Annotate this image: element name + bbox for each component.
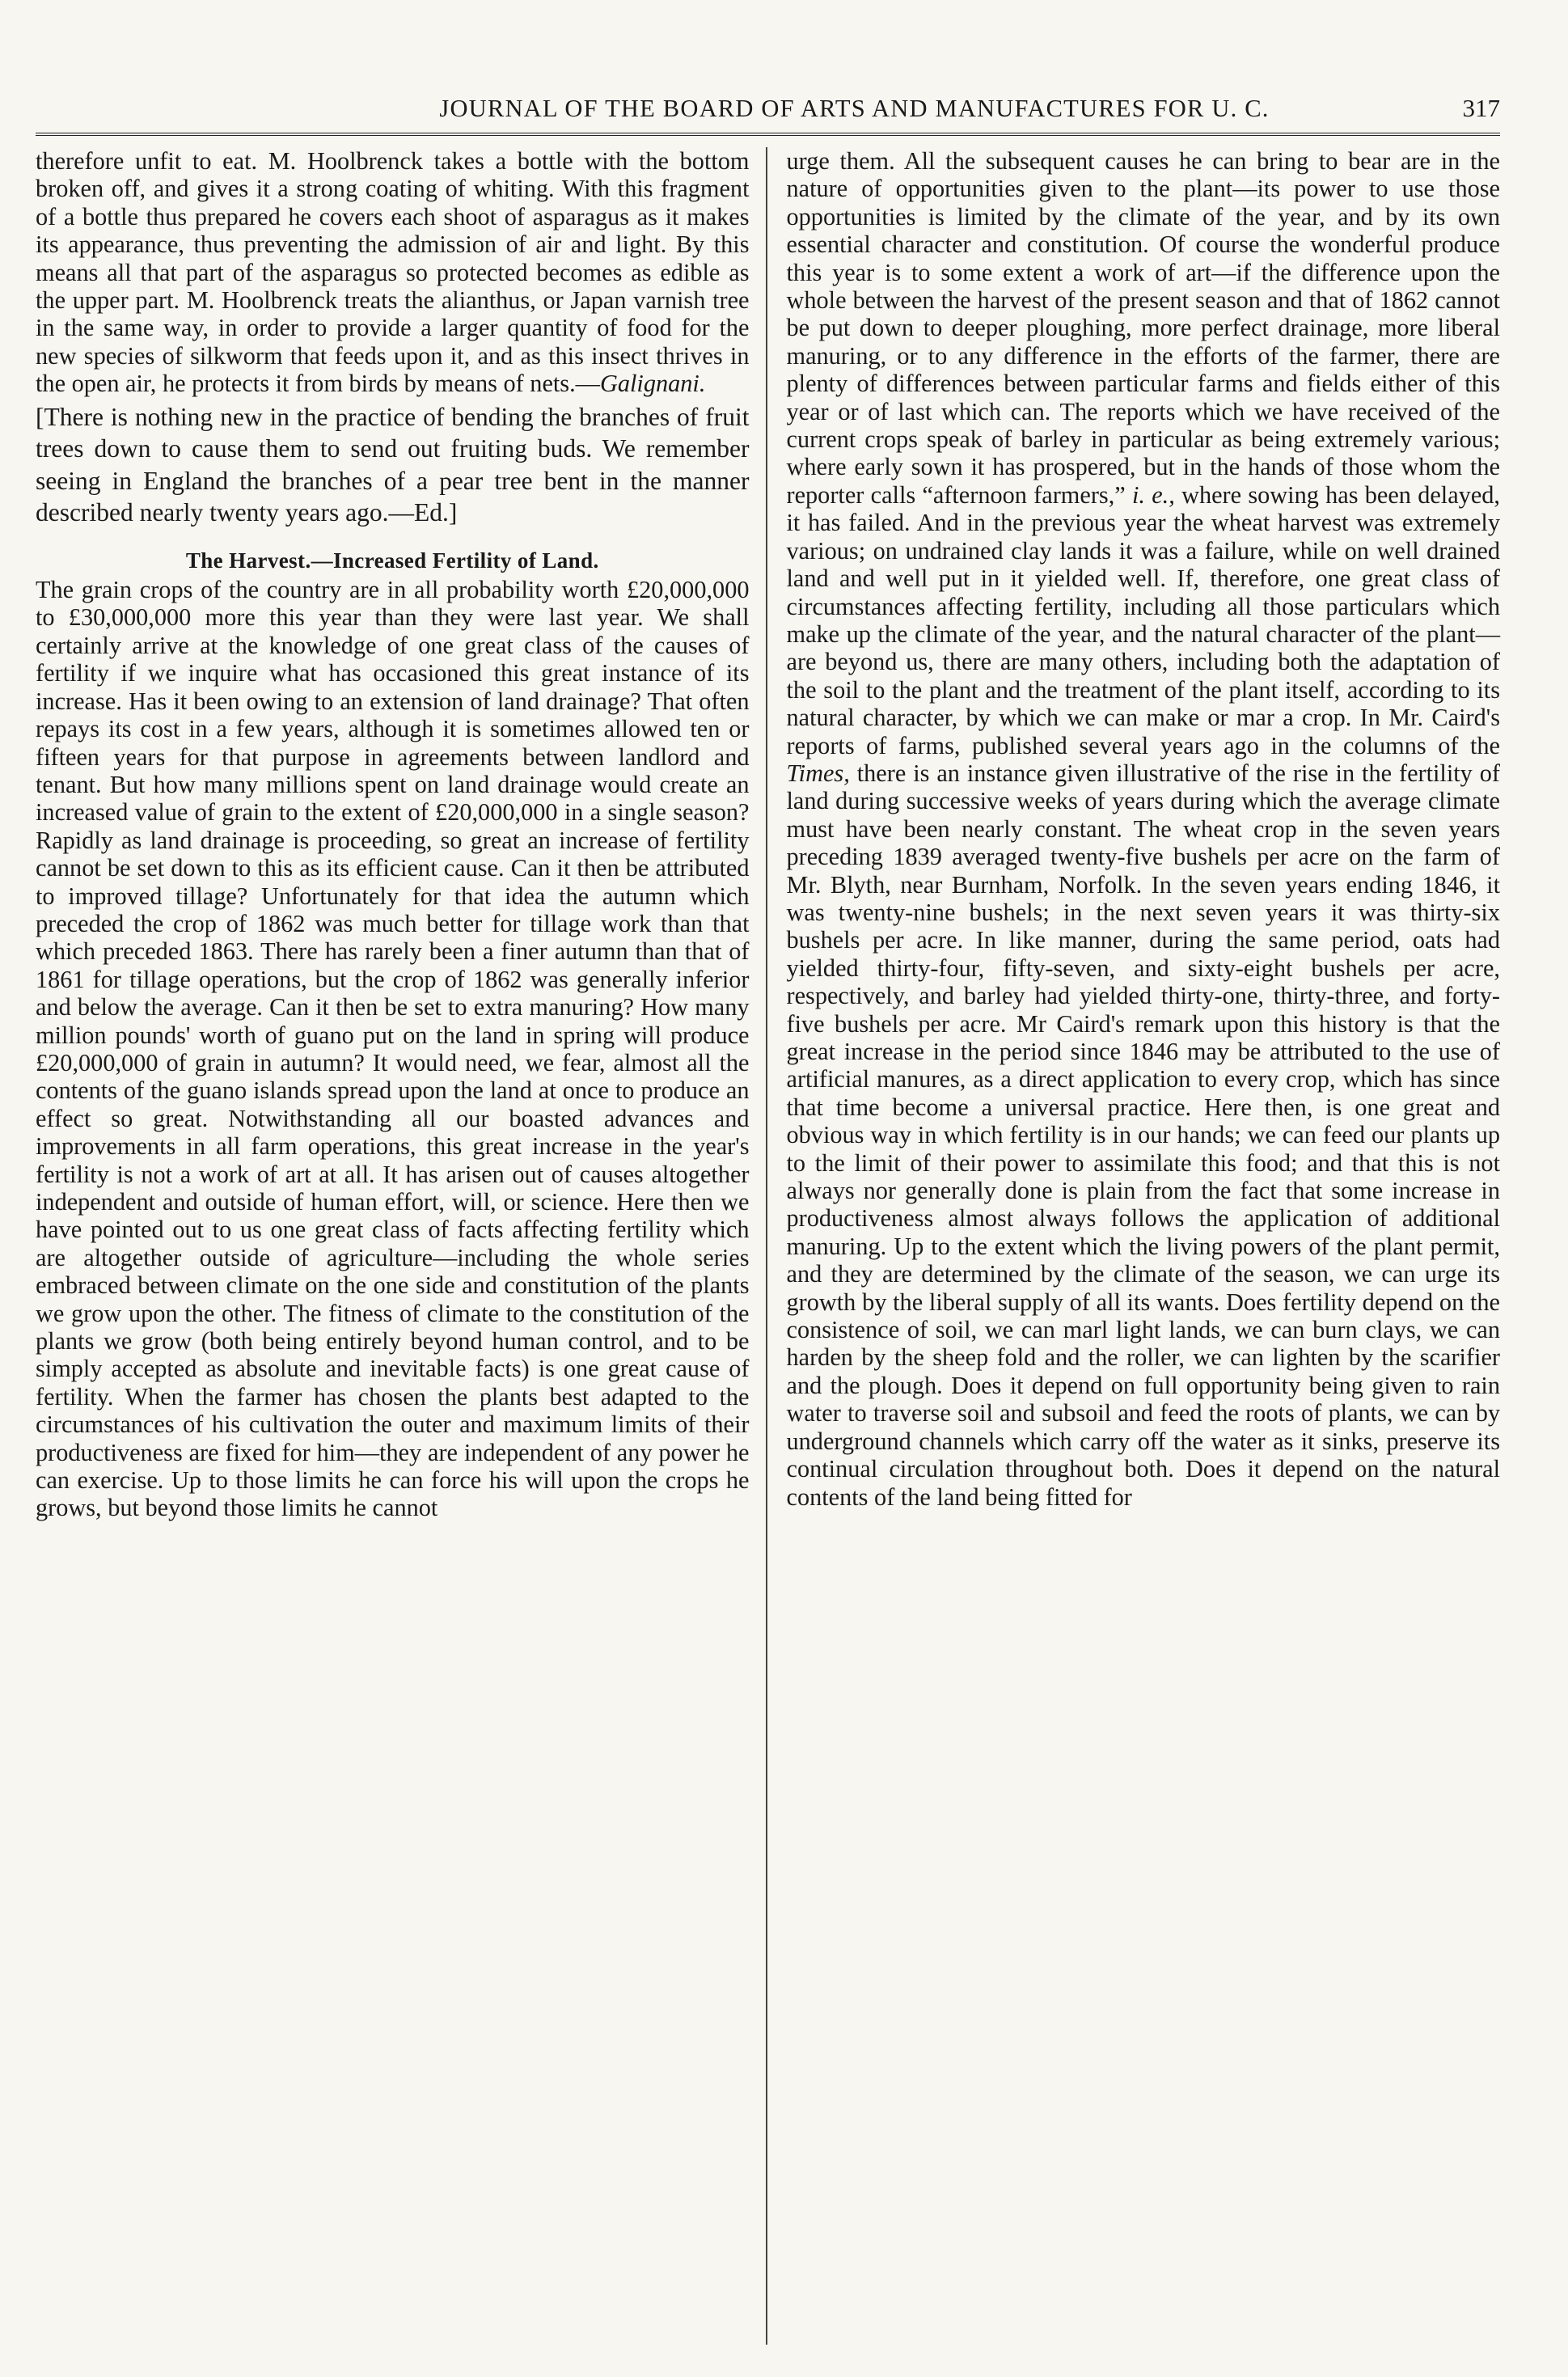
left-column: [36, 147, 766, 2345]
harvest-paragraph: The grain crops of the country are in all probability worth £20,000,000 to £30,000,000 more this year than they were last year. We shall certainly arrive at the knowledge of one great class of the causes of fertility if we inquire what has occasioned this great instance of its increase. Has it been owing to an extension of land drainage? That often repays its cost in a few years, although it is sometimes allowed ten or fifteen years for that purpose in agreements between landlord and tenant. But how many millions spent on land drainage would create an increased value of grain to the extent of £20,000,000 in a single season? Rapidly as land drainage is proceeding, so great an increase of fertility cannot be set down to this as its efficient cause. Can it then be attributed to improved tillage? Unfortunately for that idea the autumn which preceded the crop of 1862 was much better for tillage work than that which preceded 1863. There has rarely been a finer autumn than that of 1861 for tillage operations, but the crop of 1862 was generally inferior and below the average. Can it then be set to extra manuring? How many million pounds' worth of guano put on the land in spring will produce £20,000,000 of grain in autumn? It would need, we fear, almost all the contents of the guano islands spread upon the land at once to produce an effect so great. Notwithstanding all our boasted advances and improvements in all farm operations, this great increase in the year's fertility is not a work of art at all. It has arisen out of causes altogether independent and outside of human effort, will, or science. Here then we have pointed out to us one great class of facts affecting fertility which are altogether outside of agriculture—including the whole series embraced between climate on the one side and constitution of the plants we grow upon the other. The fitness of climate to the constitution of the plants we grow (both being entirely beyond human control, and to be simply accepted as absolute and inevitable facts) is one great cause of fertility. When the farmer has chosen the plants best adapted to the circumstances of his cultivation the outer and maximum limits of their productiveness are fixed for him—they are independent of any power he can exercise. Up to those limits he can force his will upon the crops he grows, but beyond those limits he cannot: [36, 576, 750, 1522]
running-title: JOURNAL OF THE BOARD OF ARTS AND MANUFACTURES FOR U. C.: [439, 94, 1270, 122]
editor-note: [There is nothing new in the practice of bending the branches of fruit trees down to cause them to send out fruiting buds. We remember seeing in England the branches of a pear tree bent in the manner described nearly twenty years ago.—Ed.]: [36, 402, 750, 527]
asparagus-paragraph: [36, 147, 750, 398]
asparagus-paragraph-text: therefore unfit to eat. M. Hoolbrenck takes a bottle with the bottom broken off, and gives it a strong coating of whiting. With this fragment of a bottle thus prepared he covers each shoot of asparagus as it makes its appearance, thus preventing the admission of air and light. By this means all that part of the asparagus so protected becomes as edible as the upper part. M. Hoolbrenck treats the alianthus, or Japan varnish tree in the same way, in order to provide a larger quantity of food for the new species of silkworm that feeds upon it, and as this insect thrives in the open air, he protects it from birds by means of nets.—: [36, 147, 750, 398]
source-attribution: Galignani.: [599, 370, 706, 398]
section-heading: The Harvest.—Increased Fertility of Land.: [185, 548, 599, 573]
text-segment-c: there is an instance given illustrative of the rise in the fertility of land during successive weeks of years during which the average climate must have been nearly constant. The wheat crop in the seven years preceding 1839 averaged twenty-five bushels per acre on the farm of Mr. Blyth, near Burnham, Norfolk. In the seven years ending 1846, it was twenty-nine bushels; in the next seven years it was thirty-six bushels per acre. In like manner, during the same period, oats had yielded thirty-four, fifty-seven, and sixty-eight bushels per acre, respectively, and barley had yielded thirty-one, thirty-three, and forty-five bushels per acre. Mr Caird's remark upon this history is that the great increase in the period since 1846 may be attributed to the use of artificial manures, as a direct application to every crop, which has since that time become a universal practice. Here then, is one great and obvious way in which fertility is in our hands; we can feed our plants up to the limit of their power to assimilate this food; and that this is not always nor generally done is plain from the fact that some increase in productiveness almost always follows the application of additional manuring. Up to the extent which the living powers of the plant permit, and they are determined by the climate of the season, we can urge its growth by the liberal supply of all its wants. Does fertility depend on the consistence of soil, we can marl light lands, we can burn clays, we can harden by the sheep fold and the roller, we can lighten by the scarifier and the plough. Does it depend on full opportunity being given to rain water to traverse soil and subsoil and feed the roots of plants, we can by underground channels which carry off the water as it sinks, preserve its continual circulation throughout both. Does it depend on the natural contents of the land being fitted for: [786, 759, 1500, 1511]
running-header: [36, 84, 1500, 136]
text-segment-a: urge them. All the subsequent causes he can bring to bear are in the nature of opportunities given to the plant—its power to use those opportunities is limited by the climate of the year, and by its own essential character and constitution. Of course the wonderful produce this year is to some extent a work of art—if the difference upon the whole between the harvest of the present season and that of 1862 cannot be put down to deeper ploughing, more perfect drainage, more liberal manuring, or to any difference in the efforts of the farmer, there are plenty of differences between particular farms and fields either of this year or of last which can. The reports which we have received of the current crops speak of barley in particular as being extremely various; where early sown it has prospered, but in the hands of those whom the reporter calls “afternoon farmers,”: [786, 147, 1500, 509]
page-number: 317: [1462, 94, 1500, 122]
italic-ie: i. e.,: [1131, 480, 1175, 509]
text-segment-b: where sowing has been delayed, it has failed. And in the previous year the wheat harvest was extremely various; on undrained clay lands it was a failure, while on well drained land and well put in it yielded well. If, therefore, one great class of circumstances affecting fertility, including all those particulars which make up the climate of the year, and the natural character of the plant—are beyond us, there are many others, including both the adaptation of the soil to the plant and the treatment of the plant itself, according to its natural character, by which we can make or mar a crop. In Mr. Caird's reports of farms, published several years ago in the columns of the: [786, 480, 1500, 759]
harvest-continued-paragraph: [787, 147, 1501, 1511]
italic-times: Times,: [786, 759, 850, 787]
two-column-body: [36, 147, 1500, 2345]
right-column: [766, 147, 1501, 2345]
